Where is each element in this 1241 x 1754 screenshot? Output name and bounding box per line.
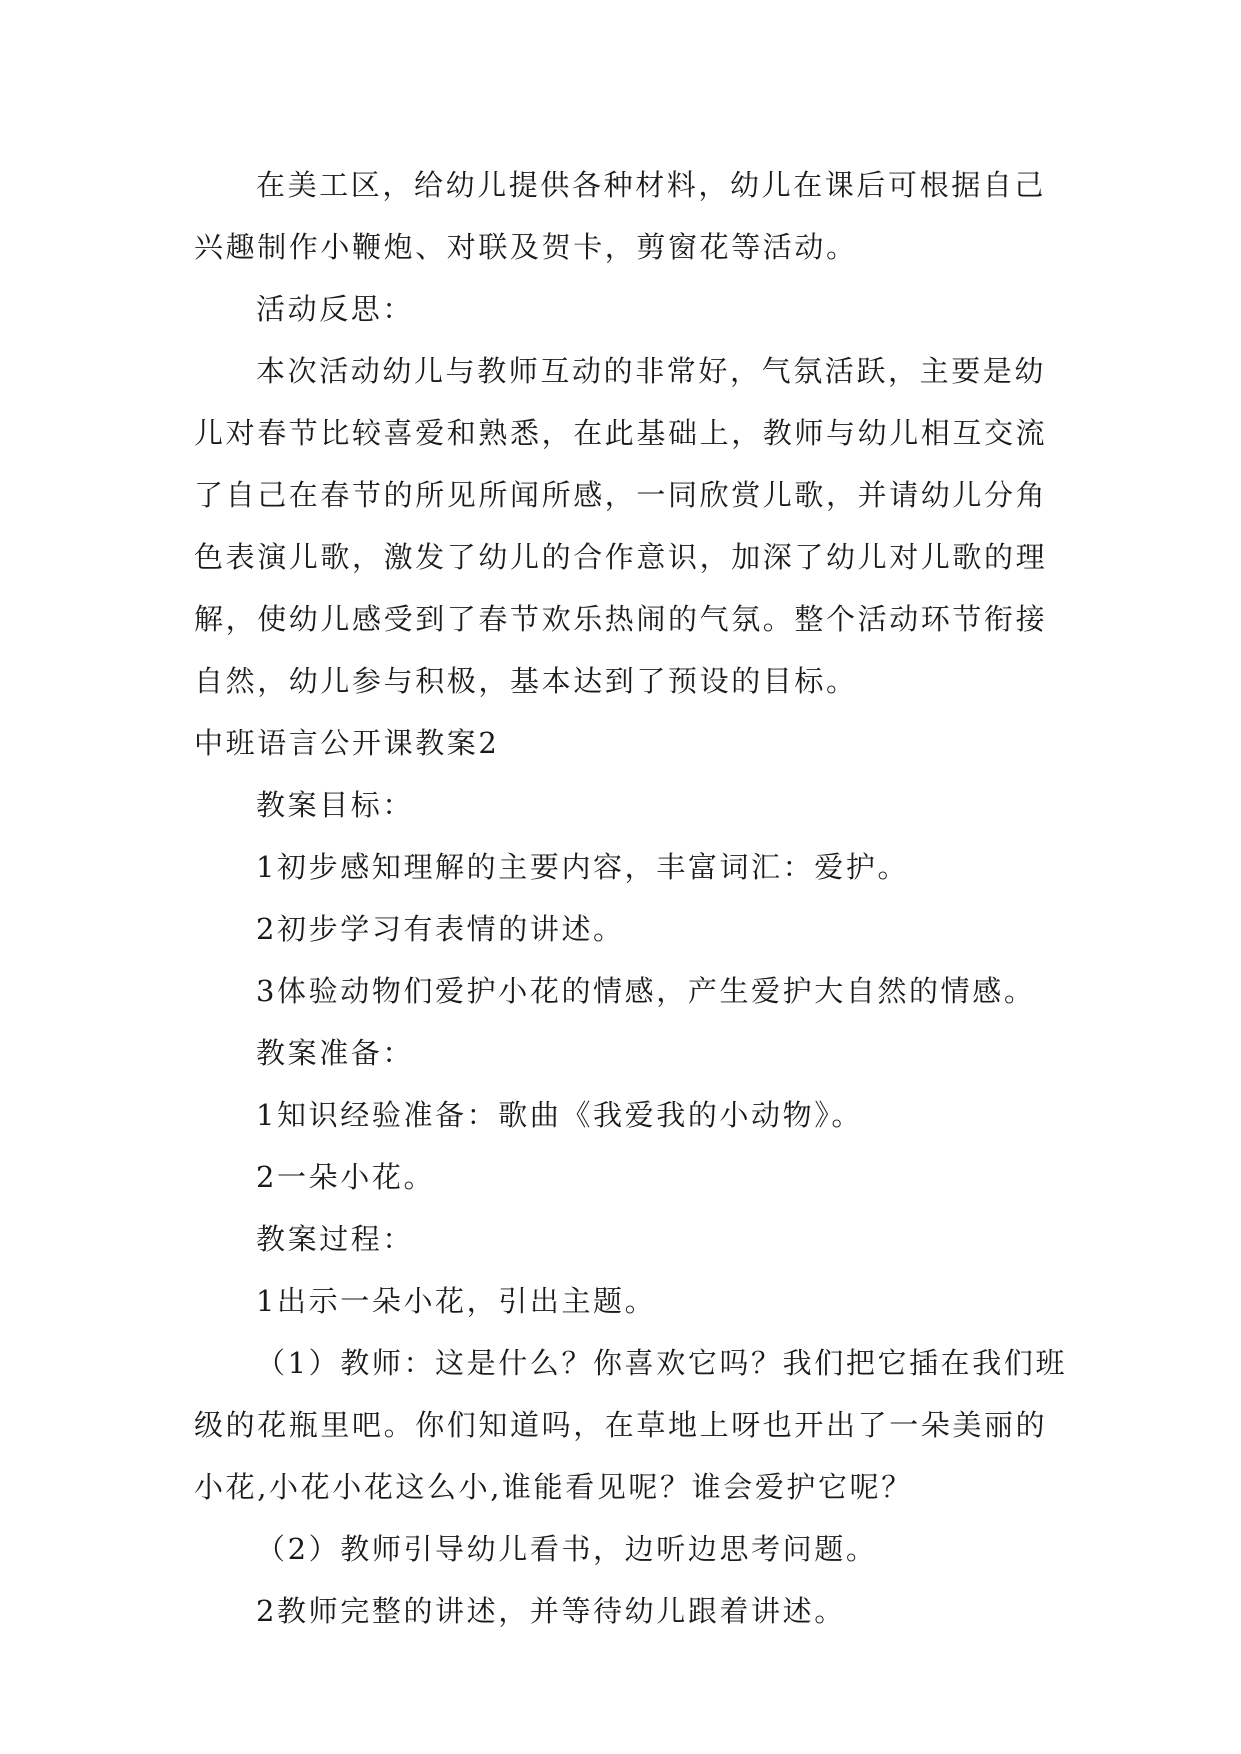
heading-lesson-goals: 教案目标： [256, 788, 415, 822]
paragraph-reflection: 本次活动幼儿与教师互动的非常好，气氛活跃，主要是幼儿对春节比较喜爱和熟悉，在此基础上，教师与幼儿相互交流了自己在春节的所见所闻所感，一同欣赏儿歌，并请幼儿分角色表演儿歌，激发了幼儿的合作意识，加深了幼儿对儿歌的理解，使幼儿感受到了春节欢乐热闹的气氛。整个活动环节衔接自然，幼儿参与积极，基本达到了预设的目标。 [194, 354, 1048, 698]
process-step: 1出示一朵小花，引出主题。 [256, 1284, 657, 1318]
paragraph-art-area: 在美工区，给幼儿提供各种材料，幼儿在课后可根据自己兴趣制作小鞭炮、对联及贺卡，剪窗花等活动。 [194, 168, 1047, 264]
process-step: 2教师完整的讲述，并等待幼儿跟着讲述。 [256, 1594, 846, 1628]
heading-lesson-process: 教案过程： [256, 1222, 415, 1256]
heading-activity-reflection: 活动反思： [256, 292, 415, 326]
heading-lesson-preparation: 教案准备： [256, 1036, 415, 1070]
preparation-item: 2一朵小花。 [256, 1160, 436, 1194]
preparation-item: 1知识经验准备：歌曲《我爱我的小动物》。 [256, 1098, 863, 1132]
goal-item: 2初步学习有表情的讲述。 [256, 912, 625, 946]
process-substep: （2）教师引导幼儿看书，边听边思考问题。 [256, 1532, 878, 1566]
document-body [194, 154, 1074, 1642]
section-title: 中班语言公开课教案2 [194, 726, 500, 760]
process-substep: （1）教师：这是什么？你喜欢它吗？我们把它插在我们班级的花瓶里吧。你们知道吗，在草地上呀也开出了一朵美丽的小花,小花小花这么小,谁能看见呢？谁会爱护它呢？ [194, 1346, 1068, 1504]
goal-item: 1初步感知理解的主要内容，丰富词汇：爱护。 [256, 850, 910, 884]
goal-item: 3体验动物们爱护小花的情感，产生爱护大自然的情感。 [256, 974, 1036, 1008]
